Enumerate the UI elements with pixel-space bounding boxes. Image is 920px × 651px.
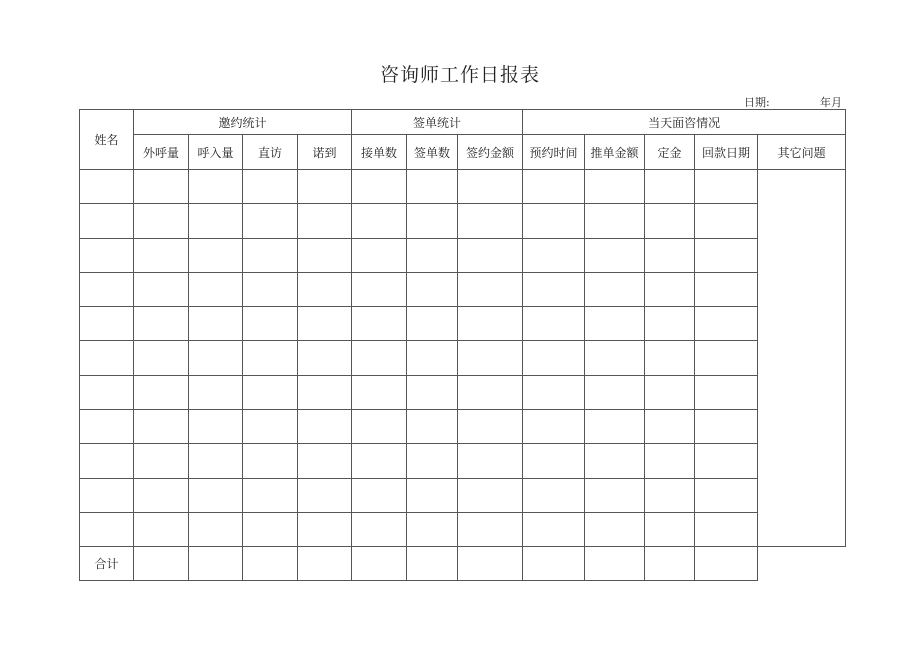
col-header: 定金 <box>645 135 695 170</box>
name-header: 姓名 <box>80 110 134 170</box>
table-cell[interactable] <box>645 375 695 409</box>
table-cell[interactable] <box>352 341 407 375</box>
table-cell[interactable] <box>407 547 458 581</box>
table-cell[interactable] <box>352 238 407 272</box>
table-cell[interactable] <box>80 375 134 409</box>
table-cell[interactable] <box>80 307 134 341</box>
table-cell[interactable] <box>134 170 189 204</box>
other-issues-cell[interactable] <box>758 170 846 547</box>
month-label: 年月 <box>820 96 842 109</box>
table-cell[interactable] <box>695 238 758 272</box>
total-label: 合计 <box>80 547 134 581</box>
table-cell[interactable] <box>352 444 407 478</box>
table-cell[interactable] <box>189 272 243 306</box>
table-cell[interactable] <box>695 307 758 341</box>
table-cell[interactable] <box>585 410 645 444</box>
table-cell[interactable] <box>352 410 407 444</box>
table-row <box>80 341 846 375</box>
table-cell[interactable] <box>458 341 523 375</box>
table-cell[interactable] <box>458 444 523 478</box>
table-cell[interactable] <box>458 512 523 546</box>
table-cell[interactable] <box>243 272 298 306</box>
table-cell[interactable] <box>695 170 758 204</box>
table-cell[interactable] <box>243 170 298 204</box>
date-label: 日期: <box>744 96 770 109</box>
table-cell[interactable] <box>298 238 352 272</box>
table-cell[interactable] <box>407 478 458 512</box>
table-cell[interactable] <box>407 238 458 272</box>
table-cell[interactable] <box>134 204 189 238</box>
table-cell[interactable] <box>298 444 352 478</box>
table-cell[interactable] <box>189 410 243 444</box>
table-cell[interactable] <box>523 512 585 546</box>
table-cell[interactable] <box>458 204 523 238</box>
table-cell[interactable] <box>243 307 298 341</box>
table-cell[interactable] <box>80 204 134 238</box>
table-cell[interactable] <box>585 444 645 478</box>
col-header: 呼入量 <box>189 135 243 170</box>
table-cell[interactable] <box>80 238 134 272</box>
table-cell[interactable] <box>134 512 189 546</box>
col-header: 直访 <box>243 135 298 170</box>
table-cell[interactable] <box>458 375 523 409</box>
table-cell[interactable] <box>189 341 243 375</box>
table-cell[interactable] <box>189 375 243 409</box>
table-cell[interactable] <box>352 375 407 409</box>
table-cell[interactable] <box>645 272 695 306</box>
table-cell[interactable] <box>134 238 189 272</box>
table-cell[interactable] <box>407 170 458 204</box>
col-header: 预约时间 <box>523 135 585 170</box>
group-header-consult: 当天面咨情况 <box>523 110 846 135</box>
table-cell[interactable] <box>585 375 645 409</box>
table-cell[interactable] <box>585 170 645 204</box>
table-cell[interactable] <box>695 204 758 238</box>
table-cell[interactable] <box>134 307 189 341</box>
date-field <box>744 94 854 110</box>
table-cell[interactable] <box>695 512 758 546</box>
table-cell[interactable] <box>189 512 243 546</box>
table-cell[interactable] <box>407 204 458 238</box>
table-row <box>80 272 846 306</box>
table-cell[interactable] <box>80 341 134 375</box>
table-row <box>80 375 846 409</box>
table-cell[interactable] <box>458 238 523 272</box>
table-row <box>80 512 846 546</box>
table-cell[interactable] <box>352 204 407 238</box>
table-cell[interactable] <box>695 547 758 581</box>
table-cell[interactable] <box>695 375 758 409</box>
table-cell[interactable] <box>407 307 458 341</box>
table-cell[interactable] <box>645 410 695 444</box>
total-row <box>80 547 846 581</box>
table-cell[interactable] <box>243 547 298 581</box>
table-cell[interactable] <box>80 410 134 444</box>
table-cell[interactable] <box>458 307 523 341</box>
table-cell[interactable] <box>352 307 407 341</box>
table-cell[interactable] <box>243 204 298 238</box>
table-cell[interactable] <box>298 341 352 375</box>
table-cell[interactable] <box>585 341 645 375</box>
table-cell[interactable] <box>298 410 352 444</box>
table-cell[interactable] <box>189 204 243 238</box>
table-cell[interactable] <box>585 272 645 306</box>
table-cell[interactable] <box>645 512 695 546</box>
table-cell[interactable] <box>298 375 352 409</box>
table-cell[interactable] <box>695 444 758 478</box>
table-cell[interactable] <box>458 170 523 204</box>
table-cell[interactable] <box>523 341 585 375</box>
table-cell[interactable] <box>523 478 585 512</box>
table-cell[interactable] <box>243 375 298 409</box>
table-cell[interactable] <box>352 547 407 581</box>
table-cell[interactable] <box>243 478 298 512</box>
table-cell[interactable] <box>407 512 458 546</box>
table-cell[interactable] <box>695 410 758 444</box>
table-cell[interactable] <box>645 204 695 238</box>
table-cell[interactable] <box>645 547 695 581</box>
table-cell[interactable] <box>189 444 243 478</box>
col-header: 诺到 <box>298 135 352 170</box>
table-cell[interactable] <box>458 272 523 306</box>
table-row <box>80 444 846 478</box>
table-cell[interactable] <box>134 547 189 581</box>
table-cell[interactable] <box>458 478 523 512</box>
table-cell[interactable] <box>695 341 758 375</box>
group-header-invite: 邀约统计 <box>134 110 352 135</box>
table-cell[interactable] <box>523 375 585 409</box>
group-header-sign: 签单统计 <box>352 110 523 135</box>
table-cell[interactable] <box>695 478 758 512</box>
table-cell[interactable] <box>458 410 523 444</box>
table-cell[interactable] <box>189 547 243 581</box>
table-cell[interactable] <box>585 204 645 238</box>
table-cell[interactable] <box>585 307 645 341</box>
table-row <box>80 307 846 341</box>
table-cell[interactable] <box>189 478 243 512</box>
table-cell[interactable] <box>407 341 458 375</box>
table-cell[interactable] <box>523 307 585 341</box>
table-cell[interactable] <box>523 547 585 581</box>
table-cell[interactable] <box>523 238 585 272</box>
table-cell[interactable] <box>352 512 407 546</box>
table-cell[interactable] <box>407 410 458 444</box>
table-cell[interactable] <box>298 170 352 204</box>
table-cell[interactable] <box>134 272 189 306</box>
table-cell[interactable] <box>695 272 758 306</box>
table-cell[interactable] <box>523 272 585 306</box>
table-cell[interactable] <box>134 375 189 409</box>
table-cell[interactable] <box>523 444 585 478</box>
table-cell[interactable] <box>585 238 645 272</box>
table-cell[interactable] <box>298 204 352 238</box>
table-cell[interactable] <box>585 478 645 512</box>
table-cell[interactable] <box>352 272 407 306</box>
table-cell[interactable] <box>189 238 243 272</box>
table-cell[interactable] <box>243 512 298 546</box>
page-title: 咨询师工作日报表 <box>379 64 540 86</box>
col-header: 其它问题 <box>758 135 846 170</box>
col-header: 外呼量 <box>134 135 189 170</box>
col-header: 推单金额 <box>585 135 645 170</box>
table-row <box>80 204 846 238</box>
col-header: 签单数 <box>407 135 458 170</box>
table-cell[interactable] <box>189 170 243 204</box>
table-cell[interactable] <box>298 272 352 306</box>
table-cell[interactable] <box>298 307 352 341</box>
table-cell[interactable] <box>298 512 352 546</box>
table-row <box>80 170 846 204</box>
table-cell[interactable] <box>645 238 695 272</box>
table-cell[interactable] <box>80 444 134 478</box>
table-row <box>80 478 846 512</box>
table-cell[interactable] <box>243 444 298 478</box>
table-cell[interactable] <box>352 478 407 512</box>
table-cell[interactable] <box>645 307 695 341</box>
table-cell[interactable] <box>80 512 134 546</box>
table-cell[interactable] <box>80 170 134 204</box>
table-cell[interactable] <box>645 444 695 478</box>
col-header: 回款日期 <box>695 135 758 170</box>
table-cell[interactable] <box>80 478 134 512</box>
table-cell[interactable] <box>80 272 134 306</box>
table-cell[interactable] <box>645 341 695 375</box>
table-row <box>80 410 846 444</box>
table-cell[interactable] <box>134 444 189 478</box>
table-cell[interactable] <box>134 478 189 512</box>
table-cell[interactable] <box>585 547 645 581</box>
table-cell[interactable] <box>243 341 298 375</box>
col-header: 接单数 <box>352 135 407 170</box>
table-cell[interactable] <box>243 238 298 272</box>
table-cell[interactable] <box>352 170 407 204</box>
table-cell[interactable] <box>243 410 298 444</box>
table-cell[interactable] <box>645 478 695 512</box>
table-cell[interactable] <box>523 410 585 444</box>
table-cell[interactable] <box>298 547 352 581</box>
table-cell[interactable] <box>523 170 585 204</box>
col-header: 签约金额 <box>458 135 523 170</box>
table-cell[interactable] <box>585 512 645 546</box>
table-cell[interactable] <box>407 444 458 478</box>
table-row <box>80 238 846 272</box>
table-cell[interactable] <box>134 341 189 375</box>
table-cell[interactable] <box>189 307 243 341</box>
table-cell[interactable] <box>523 204 585 238</box>
table-cell[interactable] <box>298 478 352 512</box>
table-cell[interactable] <box>407 375 458 409</box>
table-cell[interactable] <box>134 410 189 444</box>
table-cell[interactable] <box>645 170 695 204</box>
table-cell[interactable] <box>407 272 458 306</box>
daily-report-table <box>79 109 846 581</box>
table-cell[interactable] <box>458 547 523 581</box>
